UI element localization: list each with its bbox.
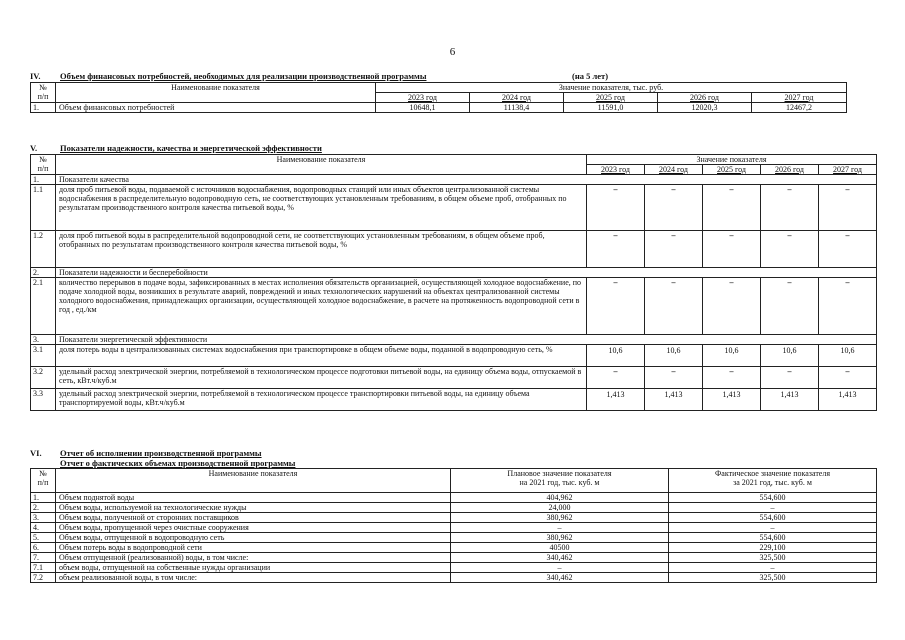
row-num: 6. — [31, 543, 56, 553]
row-value: – — [819, 231, 877, 268]
row-value: – — [587, 185, 645, 231]
header-year: 2024 год — [645, 165, 703, 175]
row-num: 1.1 — [31, 185, 56, 231]
row-name: Объем воды, полученной от сторонних поставщиков — [56, 513, 451, 523]
row-value: 10,6 — [645, 345, 703, 367]
row-name: Объем воды, используемой на технологические нужды — [56, 503, 451, 513]
row-value: 10648,1 — [376, 103, 470, 113]
row-fact: – — [669, 563, 877, 573]
header-year: 2027 год — [752, 93, 847, 103]
table-row — [31, 185, 877, 231]
row-value: – — [645, 278, 703, 335]
row-num: 7.1 — [31, 563, 56, 573]
row-fact: 325,500 — [669, 553, 877, 563]
row-value: 10,6 — [761, 345, 819, 367]
row-value: 1,413 — [761, 389, 819, 411]
row-num: 4. — [31, 523, 56, 533]
row-value: – — [761, 231, 819, 268]
table-row — [31, 513, 877, 523]
section-4-roman: IV. — [30, 71, 41, 81]
row-value: 12467,2 — [752, 103, 847, 113]
section-6-subtitle-text: Отчет о фактических объемах производственной программы — [60, 458, 296, 468]
row-value: 11138,4 — [470, 103, 564, 113]
row-fact: 554,600 — [669, 533, 877, 543]
header-num: № п/п — [31, 83, 56, 103]
table-row — [31, 231, 877, 268]
row-value: – — [761, 367, 819, 389]
row-name: доля проб питьевой воды в распределительной водопроводной сети, не соответствующих установленным требованиям, в общем объеме проб, отобранных по результатам производственного контроля качества питьевой воды, % — [56, 231, 587, 268]
row-num: 1. — [31, 103, 56, 113]
row-name: Показатели энергетической эффективности — [56, 335, 877, 345]
row-value: 12020,3 — [658, 103, 752, 113]
row-plan: – — [451, 523, 669, 533]
row-fact: – — [669, 523, 877, 533]
row-value: 10,6 — [819, 345, 877, 367]
header-num: № п/п — [31, 469, 56, 493]
row-name: Объем поднятой воды — [56, 493, 451, 503]
group-row — [31, 175, 877, 185]
row-name: Объем воды, пропущенной через очистные сооружения — [56, 523, 451, 533]
row-fact: 554,600 — [669, 493, 877, 503]
row-plan: 340,462 — [451, 553, 669, 563]
header-name: Наименование показателя — [56, 155, 587, 175]
page-number: 6 — [449, 46, 456, 58]
row-num: 1. — [31, 175, 56, 185]
row-value: – — [645, 367, 703, 389]
row-value: – — [761, 185, 819, 231]
row-value: – — [587, 278, 645, 335]
header-year: 2023 год — [587, 165, 645, 175]
header-year: 2027 год — [819, 165, 877, 175]
row-plan: 404,962 — [451, 493, 669, 503]
row-name: удельный расход электрической энергии, потребляемой в технологическом процессе транспортировки питьевой воды, на единицу объема транспортируемой воды, кВт.ч/куб.м — [56, 389, 587, 411]
row-name: Объем воды, отпущенной в водопроводную сеть — [56, 533, 451, 543]
row-name: удельный расход электрической энергии, потребляемой в технологическом процессе подготовки питьевой воды, на единицу объема воды, отпускаемой в сеть, кВт.ч/куб.м — [56, 367, 587, 389]
row-num: 2.1 — [31, 278, 56, 335]
row-name: объем реализованной воды, в том числе: — [56, 573, 451, 583]
section-6-subtitle — [60, 458, 295, 468]
group-row — [31, 268, 877, 278]
header-fact: Фактическое значение показателя за 2021 год, тыс. куб. м — [669, 469, 877, 493]
row-value: – — [703, 185, 761, 231]
header-name: Наименование показателя — [56, 469, 451, 493]
row-name: объем воды, отпущенной на собственные нужды организации — [56, 563, 451, 573]
row-plan: 340,462 — [451, 573, 669, 583]
section-6-heading — [30, 448, 262, 458]
header-year: 2026 год — [761, 165, 819, 175]
row-num: 7.2 — [31, 573, 56, 583]
row-name: Показатели качества — [56, 175, 877, 185]
row-name: Объем финансовых потребностей — [56, 103, 376, 113]
row-num: 1. — [31, 493, 56, 503]
header-value: Значение показателя — [587, 155, 877, 165]
row-fact: – — [669, 503, 877, 513]
table-row — [31, 523, 877, 533]
header-year: 2025 год — [703, 165, 761, 175]
row-value: – — [819, 278, 877, 335]
table-row — [31, 563, 877, 573]
table-row — [31, 389, 877, 411]
section-6-roman: VI. — [30, 448, 42, 458]
header-plan: Плановое значение показателя на 2021 год, тыс. куб. м — [451, 469, 669, 493]
table-row — [31, 573, 877, 583]
row-num: 3.1 — [31, 345, 56, 367]
row-num: 1.2 — [31, 231, 56, 268]
section-6-title: Отчет об исполнении производственной программы — [60, 448, 262, 458]
section-5-title: Показатели надежности, качества и энергетической эффективности — [60, 143, 322, 153]
row-name: Объем отпущенной (реализованной) воды, в том числе: — [56, 553, 451, 563]
row-value: 1,413 — [819, 389, 877, 411]
row-value: 10,6 — [587, 345, 645, 367]
row-num: 3. — [31, 513, 56, 523]
row-fact: 229,100 — [669, 543, 877, 553]
row-name: количество перерывов в подаче воды, зафиксированных в местах исполнения обязательств организацией, осуществляющей холодное водоснабжение, по подаче холодной воды, возникших в результате аварий, повреждений и иных технологических нарушений на объектах централизованной системы холодного водоснабжения, принадлежащих организации, осуществляющей холодное водоснабжение, в расчете на протяженность водопроводной сети в год , ед./км — [56, 278, 587, 335]
row-value: – — [703, 367, 761, 389]
header-year: 2026 год — [658, 93, 752, 103]
row-value: – — [645, 231, 703, 268]
section-5-roman: V. — [30, 143, 38, 153]
section-4-title: Объем финансовых потребностей, необходимых для реализации производственной программы — [60, 71, 427, 81]
row-num: 3.2 — [31, 367, 56, 389]
row-name: Объем потерь воды в водопроводной сети — [56, 543, 451, 553]
section-4-note: (на 5 лет) — [572, 71, 609, 81]
row-value: 1,413 — [703, 389, 761, 411]
row-value: – — [587, 231, 645, 268]
row-num: 2. — [31, 268, 56, 278]
row-value: – — [703, 231, 761, 268]
row-fact: 325,500 — [669, 573, 877, 583]
row-name: доля проб питьевой воды, подаваемой с источников водоснабжения, водопроводных станций или иных объектов централизованной системы водоснабжения в распределительную водопроводную сеть, не соответствующих установленным требованиям, в общем объеме проб, отобранных по результатам производственного контроля качества питьевой воды, % — [56, 185, 587, 231]
table-row — [31, 503, 877, 513]
header-year: 2024 год — [470, 93, 564, 103]
production-report-table — [30, 468, 877, 583]
row-plan: – — [451, 563, 669, 573]
row-plan: 380,962 — [451, 533, 669, 543]
row-name: Показатели надежности и бесперебойности — [56, 268, 877, 278]
table-row — [31, 493, 877, 503]
row-value: 1,413 — [587, 389, 645, 411]
table-row — [31, 533, 877, 543]
group-row — [31, 335, 877, 345]
row-num: 2. — [31, 503, 56, 513]
row-value: – — [587, 367, 645, 389]
row-fact: 554,600 — [669, 513, 877, 523]
row-value: – — [819, 185, 877, 231]
row-value: – — [703, 278, 761, 335]
row-num: 3. — [31, 335, 56, 345]
reliability-table — [30, 154, 877, 411]
table-row — [31, 543, 877, 553]
table-row — [31, 278, 877, 335]
table-row — [31, 367, 877, 389]
row-name: доля потерь воды в централизованных системах водоснабжения при транспортировке в общем объеме воды, поданной в водопроводную сеть, % — [56, 345, 587, 367]
section-5-heading — [30, 143, 322, 153]
row-num: 7. — [31, 553, 56, 563]
row-value: 11591,0 — [564, 103, 658, 113]
row-num: 3.3 — [31, 389, 56, 411]
section-4-heading — [30, 71, 426, 81]
table-row — [31, 345, 877, 367]
table-row — [31, 553, 877, 563]
financial-needs-table — [30, 82, 847, 113]
row-value: – — [819, 367, 877, 389]
header-year: 2023 год — [376, 93, 470, 103]
header-name: Наименование показателя — [56, 83, 376, 103]
row-plan: 380,962 — [451, 513, 669, 523]
row-plan: 40500 — [451, 543, 669, 553]
table-row — [31, 103, 847, 113]
row-value: 1,413 — [645, 389, 703, 411]
header-num: № п/п — [31, 155, 56, 175]
row-plan: 24,000 — [451, 503, 669, 513]
header-year: 2025 год — [564, 93, 658, 103]
row-value: 10,6 — [703, 345, 761, 367]
row-value: – — [761, 278, 819, 335]
row-value: – — [645, 185, 703, 231]
header-value: Значение показателя, тыс. руб. — [376, 83, 847, 93]
row-num: 5. — [31, 533, 56, 543]
